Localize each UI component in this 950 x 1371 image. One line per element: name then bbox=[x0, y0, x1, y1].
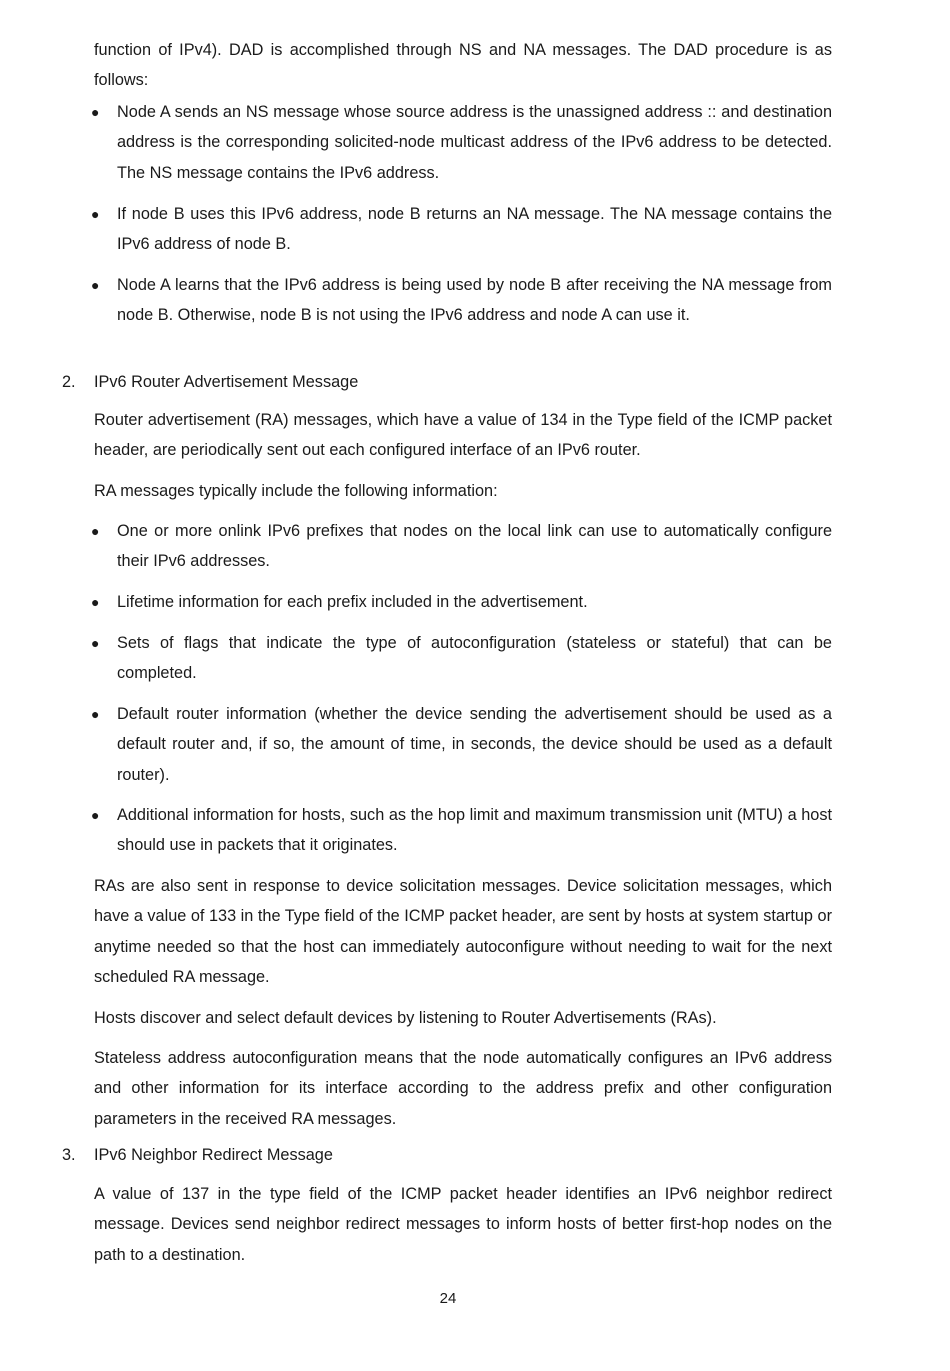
section-number: 3. bbox=[62, 1146, 76, 1164]
list-item-text: Lifetime information for each prefix included in the advertisement. bbox=[117, 593, 588, 611]
paragraph: A value of 137 in the type field of the ICMP packet header identifies an IPv6 neighbor redirect message. Devices send neighbor redirect messages to inform hosts of better first-hop nodes on the path to a destination. bbox=[94, 1185, 832, 1264]
section-heading: IPv6 Router Advertisement Message bbox=[94, 373, 359, 391]
section-number: 2. bbox=[62, 373, 76, 391]
list-item bbox=[91, 587, 832, 617]
list-item bbox=[91, 800, 832, 861]
page-number: 24 bbox=[439, 1290, 457, 1307]
bullet-icon: ● bbox=[91, 277, 100, 293]
list-item bbox=[91, 199, 832, 260]
paragraph: RA messages typically include the following information: bbox=[94, 482, 498, 500]
bullet-icon: ● bbox=[91, 104, 100, 120]
paragraph: Hosts discover and select default devices by listening to Router Advertisements (RAs). bbox=[94, 1009, 717, 1027]
list-item bbox=[91, 699, 832, 790]
paragraph: RAs are also sent in response to device solicitation messages. Device solicitation messages, which have a value of 133 in the Type field of the ICMP packet header, are sent by hosts at system startup or anytime needed so that the host can immediately autoconfigure without needing to wait for the next scheduled RA message. bbox=[94, 877, 832, 986]
bullet-icon: ● bbox=[91, 523, 100, 539]
bullet-icon: ● bbox=[91, 635, 100, 651]
bullet-icon: ● bbox=[91, 807, 100, 823]
list-item-text: One or more onlink IPv6 prefixes that nodes on the local link can use to automatically configure their IPv6 addresses. bbox=[117, 522, 832, 571]
intro-paragraph: function of IPv4). DAD is accomplished through NS and NA messages. The DAD procedure is as follows: bbox=[94, 41, 832, 90]
list-item-text: Sets of flags that indicate the type of autoconfiguration (stateless or stateful) that can be completed. bbox=[117, 634, 832, 683]
paragraph: Stateless address autoconfiguration means that the node automatically configures an IPv6 address and other information for its interface according to the address prefix and other configuration parameters in the received RA messages. bbox=[94, 1049, 832, 1128]
paragraph: Router advertisement (RA) messages, which have a value of 134 in the Type field of the ICMP packet header, are periodically sent out each configured interface of an IPv6 router. bbox=[94, 411, 832, 460]
list-item-text: Additional information for hosts, such as the hop limit and maximum transmission unit (MTU) a host should use in packets that it originates. bbox=[117, 806, 832, 855]
bullet-icon: ● bbox=[91, 594, 100, 610]
list-item-text: If node B uses this IPv6 address, node B returns an NA message. The NA message contains the IPv6 address of node B. bbox=[117, 205, 832, 254]
list-item bbox=[91, 97, 832, 188]
list-item bbox=[91, 628, 832, 689]
bullet-icon: ● bbox=[91, 706, 100, 722]
list-item-text: Node A learns that the IPv6 address is being used by node B after receiving the NA message from node B. Otherwise, node B is not using the IPv6 address and node A can use it. bbox=[117, 276, 832, 325]
bullet-icon: ● bbox=[91, 206, 100, 222]
list-item bbox=[91, 516, 832, 577]
list-item-text: Default router information (whether the device sending the advertisement should be used as a default router and, if so, the amount of time, in seconds, the device should be used as a default router). bbox=[117, 705, 832, 784]
list-item bbox=[91, 270, 832, 331]
section-heading: IPv6 Neighbor Redirect Message bbox=[94, 1146, 333, 1164]
list-item-text: Node A sends an NS message whose source address is the unassigned address :: and destination address is the corresponding solicited-node multicast address of the IPv6 address to be detected. The NS message contains the IPv6 address. bbox=[117, 103, 832, 182]
